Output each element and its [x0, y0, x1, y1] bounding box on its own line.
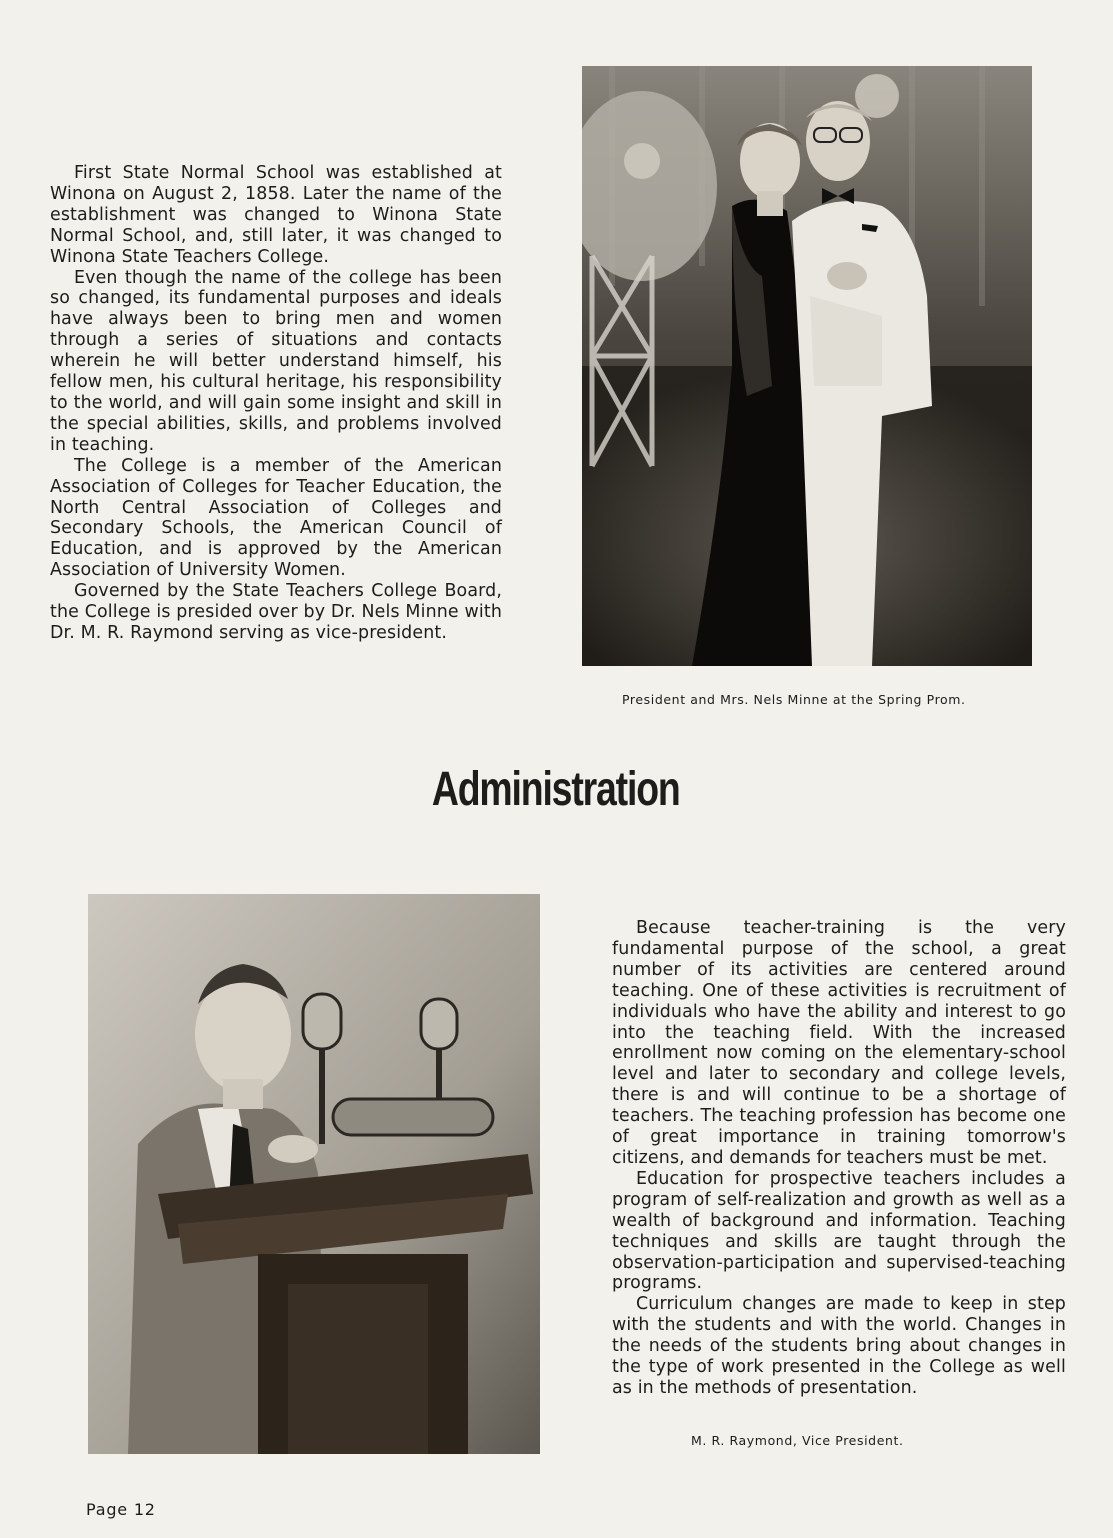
section-heading — [122, 762, 990, 817]
intro-paragraph-3: The College is a member of the American Association of Colleges for Teacher Education, the North Central Association of Colleges and Secondary Schools, the American Council of Education, and is approved by the American Association of University Women. — [50, 455, 502, 581]
prom-photo-caption: President and Mrs. Nels Minne at the Spring Prom. — [622, 692, 966, 707]
intro-paragraph-1: First State Normal School was established at Winona on August 2, 1858. Later the name of the establishment was changed to Winona State Normal School, and, still later, it was changed to Winona State Teachers College. — [50, 163, 502, 267]
vice-president-signature: M. R. Raymond, Vice President. — [691, 1433, 904, 1448]
page-number: Page 12 — [86, 1500, 156, 1519]
intro-paragraph-2: Even though the name of the college has been so changed, its fundamental purposes and ideals have always been to bring men and women through a series of situations and contacts wherein he will better understand himself, his fellow men, his cultural heritage, his responsibility to the world, and will gain some insight and skill in the special abilities, skills, and problems involved in teaching. — [50, 267, 502, 455]
intro-paragraph-4: Governed by the State Teachers College Board, the College is presided over by Dr. Nels Minne with Dr. M. R. Raymond serving as vice-president. — [50, 581, 502, 643]
vice-president-speaking-photo — [88, 894, 540, 1454]
admin-paragraph-3: Curriculum changes are made to keep in step with the students and with the world. Changes in the needs of the students bring about changes in the type of work presented in the College as well as in the methods of presentation. — [612, 1294, 1066, 1398]
prom-dance-illustration — [582, 66, 1032, 666]
admin-paragraph-1: Because teacher-training is the very fundamental purpose of the school, a great number of its activities are centered around teaching. One of these activities is recruitment of individuals who have the ability and interest to go into the teaching field. With the increased enrollment now coming on the elementary-school level and later to secondary and college levels, there is and will continue to be a shortage of teachers. The teaching profession has become one of great importance in training tomorrow's citizens, and demands for teachers must be met. — [612, 918, 1066, 1168]
section-heading-text: Administration — [431, 763, 680, 816]
admin-paragraph-2: Education for prospective teachers includes a program of self-realization and growth as well as a wealth of background and information. Teaching techniques and skills are taught through the observation-participation and supervised-teaching programs. — [612, 1168, 1066, 1294]
prom-dance-photo — [582, 66, 1032, 666]
administration-text-column — [612, 918, 1066, 1399]
speaker-illustration — [88, 894, 540, 1454]
intro-text-column — [50, 163, 502, 644]
